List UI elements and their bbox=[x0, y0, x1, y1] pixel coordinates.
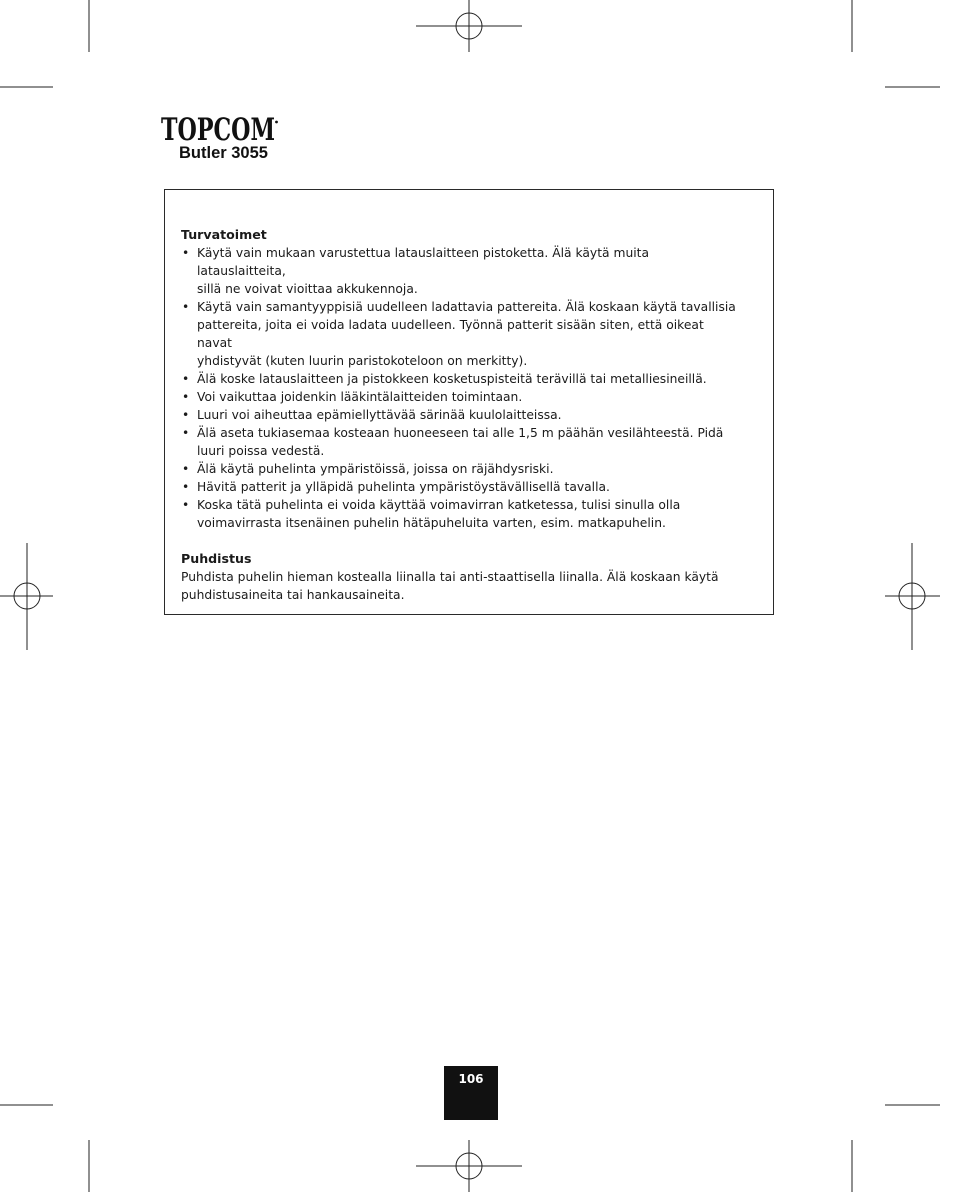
page-number: 106 bbox=[444, 1066, 498, 1120]
bullet-icon: • bbox=[182, 408, 190, 422]
bullet-icon: • bbox=[182, 498, 190, 512]
section-title-safety: Turvatoimet bbox=[181, 227, 267, 242]
svg-text:TOPCOM: TOPCOM bbox=[161, 112, 275, 148]
bullet-icon: • bbox=[182, 372, 190, 386]
safety-item: • Luuri voi aiheuttaa epämiellyttävää särinää kuulolaitteissa. bbox=[182, 408, 562, 422]
model-name: Butler 3055 bbox=[179, 144, 268, 162]
section-spacer bbox=[181, 532, 741, 550]
safety-list bbox=[181, 244, 741, 532]
safety-item: • Voi vaikuttaa joidenkin lääkintälaitteiden toimintaan. bbox=[182, 390, 523, 404]
bullet-icon: • bbox=[182, 480, 190, 494]
safety-item: • Käytä vain mukaan varustettua latauslaitteen pistoketta. Älä käytä muita latauslaitteita, sillä ne voivat vioittaa akkukennoja. bbox=[182, 246, 650, 296]
bullet-icon: • bbox=[182, 462, 190, 476]
bullet-icon: • bbox=[182, 300, 190, 314]
bullet-icon: • bbox=[182, 390, 190, 404]
topcom-logo bbox=[161, 112, 279, 148]
safety-item: • Käytä vain samantyyppisiä uudelleen ladattavia pattereita. Älä koskaan käytä tavallisia pattereita, joita ei voida ladata uudelleen. Työnnä patterit sisään siten, että oikeat navat yhdistyvät (kuten luurin paristokoteloon on merkitty). bbox=[182, 300, 736, 368]
bullet-icon: • bbox=[182, 246, 190, 260]
section-title-cleaning: Puhdistus bbox=[181, 551, 252, 566]
content-area bbox=[181, 226, 741, 604]
safety-item: • Älä käytä puhelinta ympäristöissä, joissa on räjähdysriski. bbox=[182, 462, 554, 476]
safety-item: • Älä aseta tukiasemaa kosteaan huoneeseen tai alle 1,5 m päähän vesilähteestä. Pidä luuri poissa vedestä. bbox=[182, 426, 724, 458]
safety-item: • Älä koske latauslaitteen ja pistokkeen kosketuspisteitä terävillä tai metalliesineillä. bbox=[182, 372, 707, 386]
safety-item: • Koska tätä puhelinta ei voida käyttää voimavirran katketessa, tulisi sinulla olla voimavirrasta itsenäinen puhelin hätäpuheluita varten, esim. matkapuhelin. bbox=[182, 498, 681, 530]
safety-item: • Hävitä patterit ja ylläpidä puhelinta ympäristöystävällisellä tavalla. bbox=[182, 480, 610, 494]
bullet-icon: • bbox=[182, 426, 190, 440]
cleaning-text: Puhdista puhelin hieman kostealla liinalla tai anti-staattisella liinalla. Älä koskaan käytä puhdistusaineita tai hankausaineita. bbox=[181, 570, 719, 602]
